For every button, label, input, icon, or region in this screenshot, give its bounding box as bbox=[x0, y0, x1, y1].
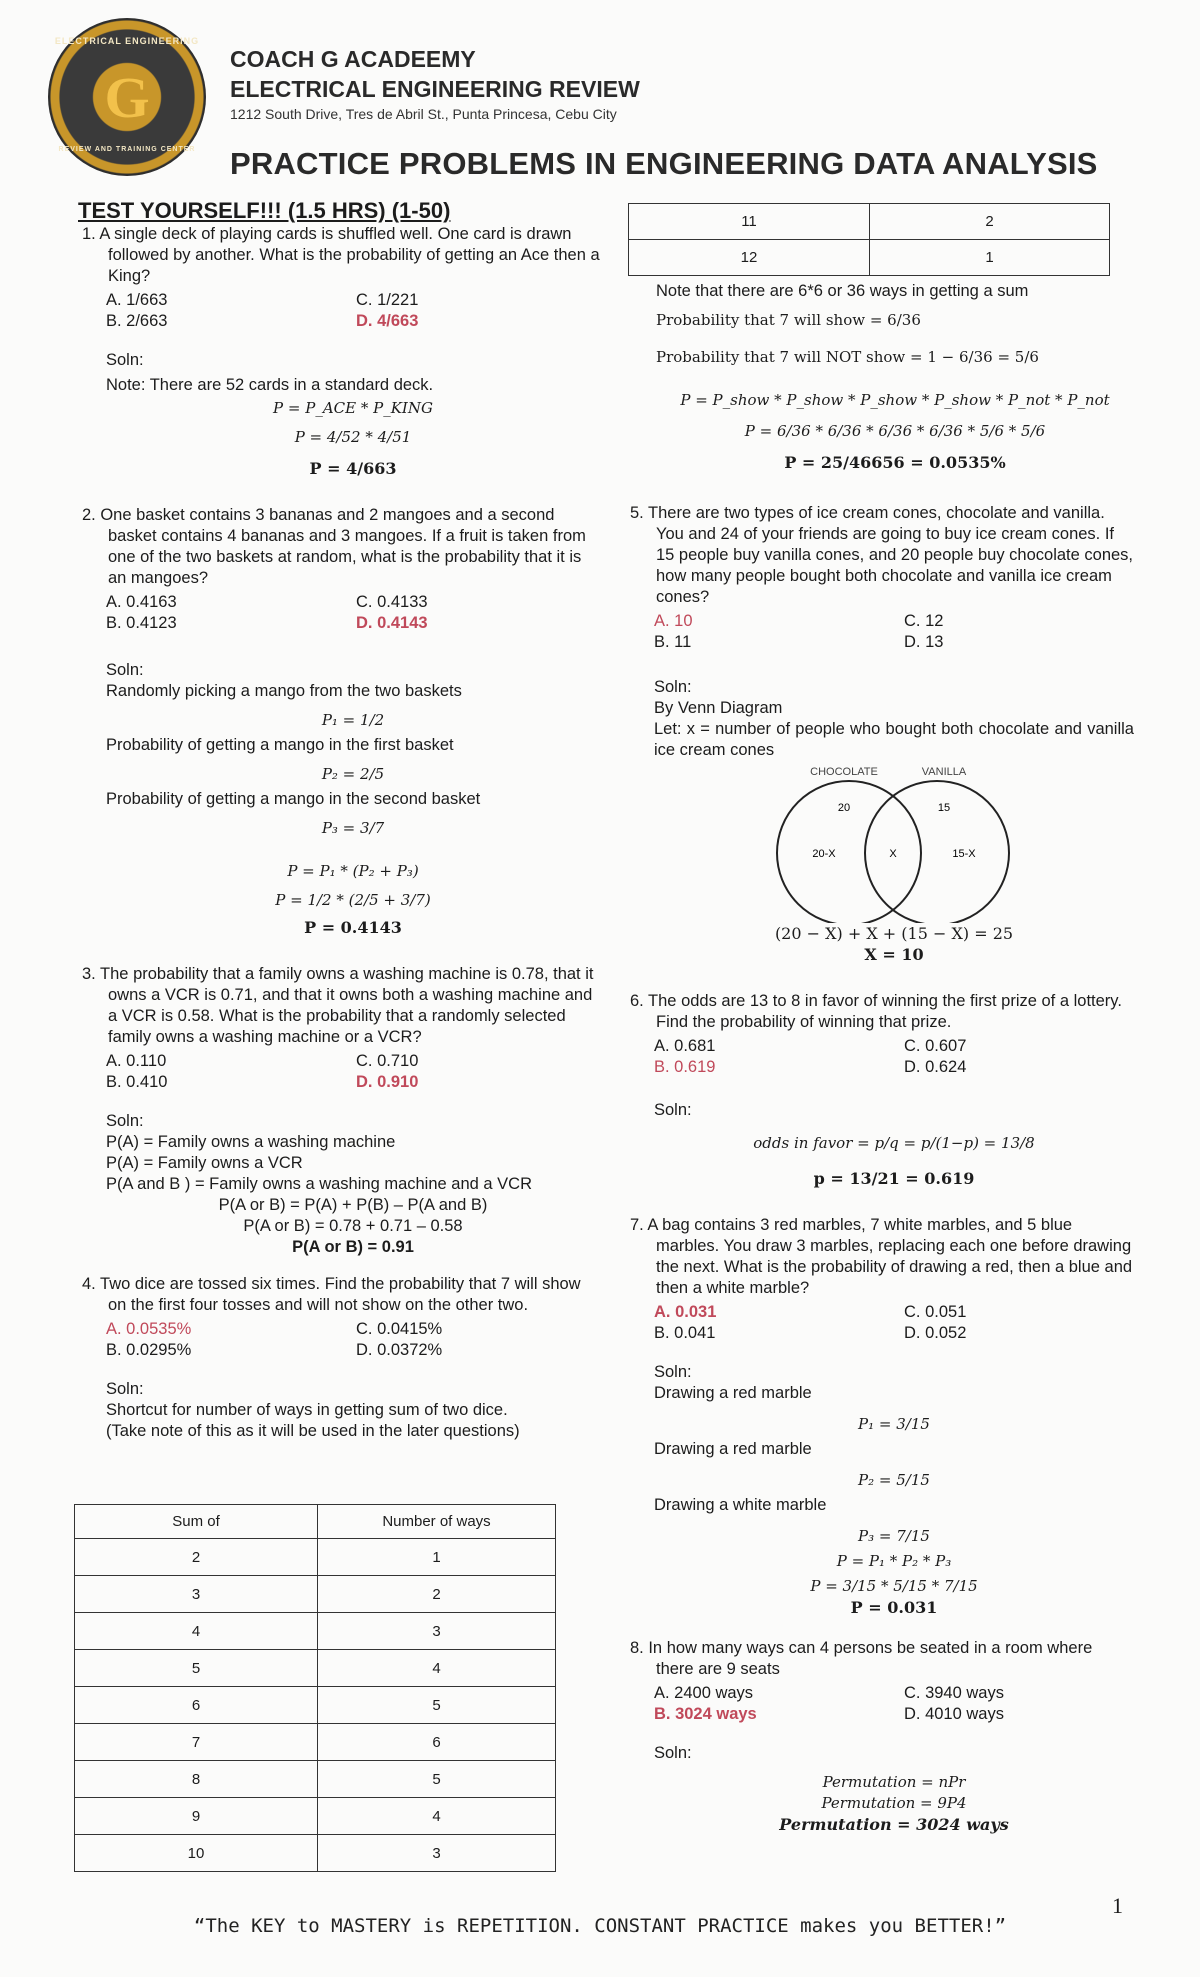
academy-logo bbox=[48, 18, 206, 176]
table-row bbox=[629, 240, 1110, 276]
choice-a-answer: A. 10 bbox=[654, 612, 693, 630]
table-row bbox=[75, 1798, 556, 1835]
soln-line: (Take note of this as it will be used in the later questions) bbox=[106, 1422, 520, 1440]
table-cell: 4 bbox=[318, 1798, 556, 1835]
equation: Probability that 7 will NOT show = 1 − 6/36 = 5/6 bbox=[656, 348, 1039, 366]
choice-c: C. 0.607 bbox=[904, 1037, 967, 1055]
table-cell: 5 bbox=[318, 1761, 556, 1798]
soln-line: Probability of getting a mango in the first basket bbox=[106, 736, 454, 754]
left-column bbox=[70, 200, 600, 1442]
page-title: PRACTICE PROBLEMS IN ENGINEERING DATA ANALYSIS bbox=[230, 146, 1098, 181]
equation: P₁ = 1/2 bbox=[321, 711, 385, 729]
soln-line: P(A and B ) = Family owns a washing machine and a VCR bbox=[106, 1175, 532, 1193]
equation: P = P₁ * (P₂ + P₃) bbox=[287, 862, 419, 880]
choice-a: A. 1/663 bbox=[106, 291, 168, 309]
equation: P = P₁ * P₂ * P₃ bbox=[836, 1552, 952, 1570]
question-7 bbox=[618, 1215, 1134, 1618]
table-cell: 5 bbox=[75, 1650, 318, 1687]
solution bbox=[70, 1379, 600, 1442]
choices bbox=[70, 290, 600, 332]
table-cell: 9 bbox=[75, 1798, 318, 1835]
choice-b-answer: B. 3024 ways bbox=[654, 1705, 757, 1723]
table-cell: 10 bbox=[75, 1835, 318, 1872]
choices bbox=[70, 592, 600, 634]
logo-ring-top: ELECTRICAL ENGINEERING bbox=[54, 36, 200, 46]
equation: (20 − X) + X + (15 − X) = 25 bbox=[774, 924, 1014, 943]
solution bbox=[70, 350, 600, 479]
choice-a: A. 0.110 bbox=[106, 1052, 167, 1070]
question-text: 1. A single deck of playing cards is shuffled well. One card is drawn followed by another. What is the probability of getting an Ace then a King? bbox=[82, 225, 600, 285]
table-row bbox=[629, 204, 1110, 240]
soln-line: Let: x = number of people who bought both chocolate and vanilla ice cream cones bbox=[654, 720, 1134, 759]
choice-d-answer: D. 0.910 bbox=[356, 1073, 419, 1091]
equation: Probability that 7 will show = 6/36 bbox=[656, 311, 921, 329]
q4-continued bbox=[618, 281, 1134, 473]
venn-right-total: 15 bbox=[937, 802, 951, 814]
choice-c: C. 1/221 bbox=[356, 291, 419, 309]
choice-b: B. 0.0295% bbox=[106, 1341, 192, 1359]
equation: P₂ = 2/5 bbox=[321, 765, 385, 783]
soln-line: Drawing a red marble bbox=[654, 1440, 812, 1458]
question-4 bbox=[70, 1274, 600, 1442]
choice-a-answer: A. 0.031 bbox=[654, 1303, 717, 1321]
equation: P₂ = 5/15 bbox=[858, 1471, 930, 1489]
soln-line: P(A or B) = 0.78 + 0.71 – 0.58 bbox=[243, 1217, 463, 1235]
soln-result: P(A or B) = 0.91 bbox=[292, 1238, 414, 1256]
soln-label: Soln: bbox=[654, 1363, 692, 1381]
choices bbox=[70, 1319, 600, 1361]
solution bbox=[70, 660, 600, 938]
table-row bbox=[75, 1613, 556, 1650]
soln-label: Soln: bbox=[106, 1380, 144, 1398]
soln-line: P(A) = Family owns a VCR bbox=[106, 1154, 303, 1172]
question-text: 7. A bag contains 3 red marbles, 7 white marbles, and 5 blue marbles. You draw 3 marbles, replacing each one before drawing the next. What is the probability of drawing a red, then a blue and then a white marble? bbox=[630, 1216, 1133, 1297]
table-row bbox=[75, 1724, 556, 1761]
question-text: 6. The odds are 13 to 8 in favor of winning the first prize of a lottery. Find the probability of winning that prize. bbox=[630, 992, 1122, 1031]
equation: Permutation = nPr bbox=[822, 1773, 966, 1791]
equation: P₃ = 7/15 bbox=[858, 1527, 930, 1545]
table-cell: 4 bbox=[318, 1650, 556, 1687]
table-row bbox=[75, 1576, 556, 1613]
org-address: 1212 South Drive, Tres de Abril St., Punta Princesa, Cebu City bbox=[230, 106, 617, 122]
question-text: 4. Two dice are tossed six times. Find the probability that 7 will show on the first four tosses and will not show on the other two. bbox=[82, 1275, 581, 1314]
choice-c: C. 3940 ways bbox=[904, 1684, 1004, 1702]
choice-b: B. 0.4123 bbox=[106, 614, 177, 632]
soln-label: Soln: bbox=[106, 1112, 144, 1130]
equation: P = 3/15 * 5/15 * 7/15 bbox=[810, 1577, 978, 1595]
org-subtitle: ELECTRICAL ENGINEERING REVIEW bbox=[230, 76, 640, 102]
soln-note: Note that there are 6*6 or 36 ways in getting a sum bbox=[656, 282, 1029, 300]
choice-d: D. 0.624 bbox=[904, 1058, 967, 1076]
choice-b: B. 0.410 bbox=[106, 1073, 168, 1091]
table-row bbox=[75, 1761, 556, 1798]
question-1 bbox=[70, 224, 600, 479]
soln-line: Shortcut for number of ways in getting sum of two dice. bbox=[106, 1401, 508, 1419]
table-cell: 11 bbox=[629, 204, 870, 240]
table-cell: 2 bbox=[870, 204, 1110, 240]
question-5 bbox=[618, 503, 1134, 965]
choice-a-answer: A. 0.0535% bbox=[106, 1320, 192, 1338]
logo-letter: G bbox=[104, 65, 150, 130]
soln-label: Soln: bbox=[654, 678, 692, 696]
table-cell: 8 bbox=[75, 1761, 318, 1798]
sum-ways-table-continued bbox=[628, 203, 1110, 276]
choice-d: D. 0.0372% bbox=[356, 1341, 443, 1359]
table-cell: 3 bbox=[318, 1613, 556, 1650]
soln-line: Randomly picking a mango from the two baskets bbox=[106, 682, 462, 700]
choice-b: B. 2/663 bbox=[106, 312, 168, 330]
question-6 bbox=[618, 991, 1134, 1189]
soln-label: Soln: bbox=[654, 1744, 692, 1762]
question-8 bbox=[618, 1638, 1134, 1835]
table-row bbox=[75, 1539, 556, 1576]
equation-result: P = 0.031 bbox=[850, 1598, 938, 1617]
soln-label: Soln: bbox=[106, 661, 144, 679]
table-cell: 1 bbox=[870, 240, 1110, 276]
soln-line: P(A or B) = P(A) + P(B) – P(A and B) bbox=[218, 1196, 488, 1214]
soln-line: Drawing a white marble bbox=[654, 1496, 827, 1514]
choice-b: B. 11 bbox=[654, 633, 692, 651]
choices bbox=[618, 1302, 1134, 1344]
choice-b: B. 0.041 bbox=[654, 1324, 716, 1342]
choice-c: C. 0.0415% bbox=[356, 1320, 443, 1338]
sum-ways-table bbox=[74, 1504, 556, 1872]
venn-intersection: X bbox=[889, 848, 897, 860]
table-cell: 5 bbox=[318, 1687, 556, 1724]
choice-c: C. 0.4133 bbox=[356, 593, 428, 611]
choices bbox=[618, 611, 1134, 653]
page-number: 1 bbox=[1112, 1893, 1123, 1918]
equation: P = P_show * P_show * P_show * P_show * P_not * P_not bbox=[680, 391, 1110, 409]
venn-left-only: 20-X bbox=[812, 848, 836, 860]
table-cell: 7 bbox=[75, 1724, 318, 1761]
soln-line: Probability of getting a mango in the second basket bbox=[106, 790, 481, 808]
question-text: 8. In how many ways can 4 persons be seated in a room where there are 9 seats bbox=[630, 1639, 1093, 1678]
equation: P₃ = 3/7 bbox=[321, 819, 385, 837]
soln-label: Soln: bbox=[106, 351, 144, 369]
table-row bbox=[75, 1835, 556, 1872]
table-cell: 2 bbox=[75, 1539, 318, 1576]
table-row bbox=[75, 1650, 556, 1687]
soln-note: Note: There are 52 cards in a standard deck. bbox=[106, 376, 434, 394]
soln-label: Soln: bbox=[654, 1101, 692, 1119]
table-cell: 12 bbox=[629, 240, 870, 276]
table-cell: 4 bbox=[75, 1613, 318, 1650]
choice-c: C. 12 bbox=[904, 612, 944, 630]
equation: P₁ = 3/15 bbox=[858, 1415, 930, 1433]
choices bbox=[618, 1683, 1134, 1725]
solution bbox=[618, 1743, 1134, 1835]
table-cell: 3 bbox=[75, 1576, 318, 1613]
footer-quote: “The KEY to MASTERY is REPETITION. CONSTANT PRACTICE makes you BETTER!” bbox=[193, 1915, 1007, 1937]
choice-d-answer: D. 4/663 bbox=[356, 312, 419, 330]
choice-d: D. 0.052 bbox=[904, 1324, 967, 1342]
table-cell: 1 bbox=[318, 1539, 556, 1576]
soln-line: P(A) = Family owns a washing machine bbox=[106, 1133, 396, 1151]
table-cell: 6 bbox=[75, 1687, 318, 1724]
equation: odds in favor = p/q = p/(1−p) = 13/8 bbox=[753, 1134, 1035, 1152]
question-text: 3. The probability that a family owns a washing machine is 0.78, that it owns a VCR is 0.71, and that it owns both a washing machine and a VCR is 0.58. What is the probability that a randomly selected family owns a washing machine or a VCR? bbox=[82, 965, 594, 1046]
choice-d: D. 4010 ways bbox=[904, 1705, 1004, 1723]
table-header: Number of ways bbox=[318, 1505, 556, 1539]
logo-ring-bottom: REVIEW AND TRAINING CENTER bbox=[58, 146, 196, 153]
choice-b-answer: B. 0.619 bbox=[654, 1058, 716, 1076]
choice-d: D. 13 bbox=[904, 633, 944, 651]
table-cell: 2 bbox=[318, 1576, 556, 1613]
equation: P = 4/52 * 4/51 bbox=[294, 428, 412, 446]
right-column bbox=[618, 281, 1134, 1835]
solution bbox=[618, 1100, 1134, 1189]
question-text: 2. One basket contains 3 bananas and 2 mangoes and a second basket contains 4 bananas and 3 mangoes. If a fruit is taken from one of the two baskets at random, what is the probability that it is an mangoes? bbox=[82, 506, 586, 587]
table-row bbox=[75, 1687, 556, 1724]
equation-result: P = 25/46656 = 0.0535% bbox=[784, 453, 1006, 472]
table-cell: 6 bbox=[318, 1724, 556, 1761]
choices bbox=[70, 1051, 600, 1093]
venn-left-label: CHOCOLATE bbox=[810, 766, 878, 778]
venn-diagram bbox=[654, 763, 1134, 923]
equation: P = 1/2 * (2/5 + 3/7) bbox=[275, 891, 431, 909]
choice-c: C. 0.051 bbox=[904, 1303, 967, 1321]
soln-line: By Venn Diagram bbox=[654, 699, 783, 717]
choices bbox=[618, 1036, 1134, 1078]
choice-a: A. 2400 ways bbox=[654, 1684, 754, 1702]
equation-result: X = 10 bbox=[864, 945, 924, 964]
solution bbox=[70, 1111, 600, 1258]
equation: P = P_ACE * P_KING bbox=[273, 399, 433, 417]
question-3 bbox=[70, 964, 600, 1258]
table-header: Sum of bbox=[75, 1505, 318, 1539]
equation-result: p = 13/21 = 0.619 bbox=[813, 1169, 975, 1188]
choice-c: C. 0.710 bbox=[356, 1052, 419, 1070]
org-name: COACH G ACADEEMY bbox=[230, 46, 476, 72]
table-cell: 3 bbox=[318, 1835, 556, 1872]
equation: P = 6/36 * 6/36 * 6/36 * 6/36 * 5/6 * 5/6 bbox=[744, 422, 1046, 440]
solution bbox=[618, 677, 1134, 965]
venn-right-label: VANILLA bbox=[921, 766, 967, 778]
section-title: TEST YOURSELF!!! (1.5 HRS) (1-50) bbox=[78, 198, 451, 223]
venn-left-total: 20 bbox=[837, 802, 851, 814]
equation-result: P = 0.4143 bbox=[304, 918, 402, 937]
equation-result: Permutation = 3024 ways bbox=[779, 1815, 1009, 1834]
choice-d-answer: D. 0.4143 bbox=[356, 614, 428, 632]
question-text: 5. There are two types of ice cream cones, chocolate and vanilla. You and 24 of your friends are going to buy ice cream cones. If 15 people buy vanilla cones, and 20 people buy chocolate cones, how many people bought both chocolate and vanilla ice cream cones? bbox=[630, 504, 1134, 606]
choice-a: A. 0.681 bbox=[654, 1037, 716, 1055]
venn-right-only: 15-X bbox=[952, 848, 976, 860]
soln-line: Drawing a red marble bbox=[654, 1384, 812, 1402]
choice-a: A. 0.4163 bbox=[106, 593, 177, 611]
solution bbox=[618, 1362, 1134, 1618]
equation-result: P = 4/663 bbox=[309, 459, 397, 478]
question-2 bbox=[70, 505, 600, 938]
equation: Permutation = 9P4 bbox=[821, 1794, 967, 1812]
